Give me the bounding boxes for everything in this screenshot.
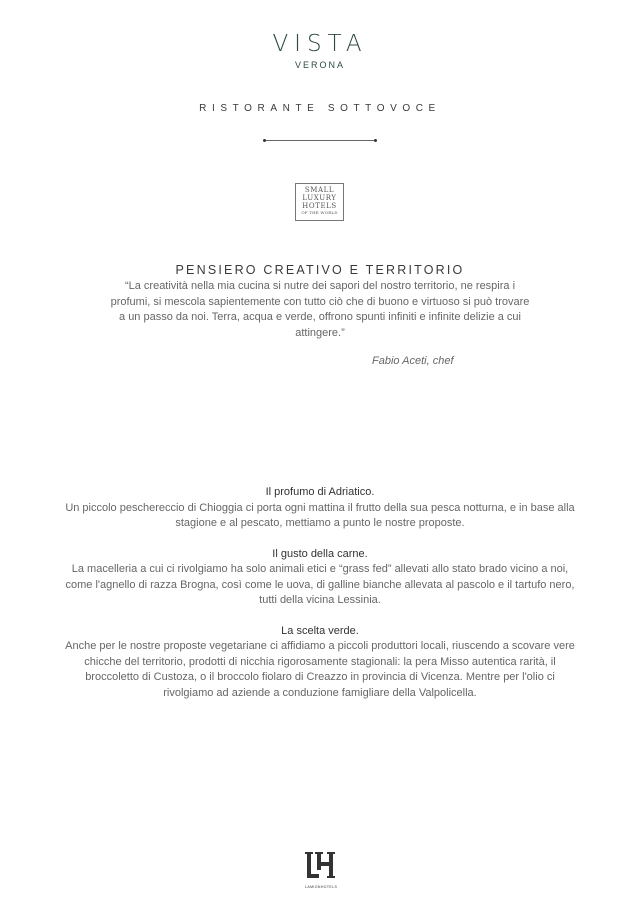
section-title: La scelta verde. <box>281 624 359 637</box>
brand-title: VISTA <box>272 31 368 57</box>
restaurant-name: RISTORANTE SOTTOVOCE <box>199 103 441 114</box>
badge-line: HOTELS <box>302 202 337 210</box>
badge-subline: OF THE WORLD <box>301 210 338 215</box>
ornament-divider <box>264 140 376 141</box>
city-subtitle: VERONA <box>294 60 345 70</box>
badge-line: LUXURY <box>302 194 337 202</box>
section-body: Anche per le nostre proposte vegetariane ci affidiamo a piccoli produttori locali, riuscendo a scovare vere chicche del territorio, prodotti di nicchia rigorosamente stagionali: la pera Misso autentica rarità, il broccoletto di Custoza, o il broccolo fiolaro di Creazzo in provincia di Vicenza. Mentre per l'olio ci rivolgiamo ad aziende a conduzione famigliare della Valpolicella. <box>65 640 575 699</box>
lh-monogram-icon <box>305 851 335 879</box>
sections <box>60 485 580 716</box>
chef-quote: “La creatività nella mia cucina si nutre dei sapori del nostro territorio, ne respira i profumi, si mescola sapientemente con tutto ciò che di buono e virtuoso si può trovare a un passo da noi. Terra, acqua e verde, offrono spunti infiniti e infinite delizie a cui attingere.” <box>110 280 530 339</box>
section-title: Il gusto della carne. <box>272 547 368 560</box>
badge-line: SMALL <box>304 186 335 194</box>
small-luxury-hotels-logo <box>295 183 344 221</box>
section-title: Il profumo di Adriatico. <box>265 486 375 498</box>
lh-monogram-logo <box>305 851 338 889</box>
section-body: Un piccolo peschereccio di Chioggia ci porta ogni mattina il frutto della sua pesca notturna, e in base alla stagione e al pescato, mettiamo a punto le nostre proposte. <box>65 501 575 529</box>
intro-heading: PENSIERO CREATIVO E TERRITORIO <box>175 263 465 277</box>
chef-signature: Fabio Aceti, chef <box>372 355 454 367</box>
footer-logo-text: LAMIONHOTELS <box>305 885 338 889</box>
section-body: La macelleria a cui ci rivolgiamo ha solo animali etici e “grass fed” allevati allo stato brado vicino a noi, come l'agnello di razza Brogna, così come le uova, di galline bianche allevata al pascolo e il tartufo nero, tutti della vicina Lessinia. <box>65 563 575 606</box>
